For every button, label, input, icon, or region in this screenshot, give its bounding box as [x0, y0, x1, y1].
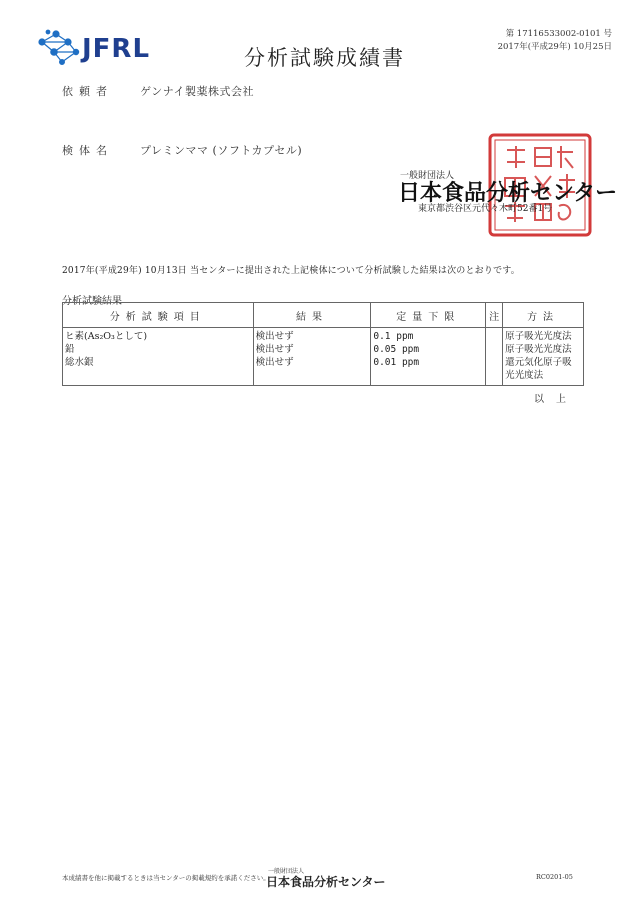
document-date: 2017年(平成29年) 10月25日	[497, 42, 612, 52]
row-item: 総水銀	[63, 356, 254, 386]
row-item: ヒ素(As₂O₃として)	[63, 328, 254, 344]
document-number: 第 17116533002-0101 号	[505, 29, 612, 39]
row-method: 原子吸光光度法	[503, 343, 584, 356]
row-method: 還元気化原子吸光光度法	[503, 356, 584, 386]
table-row	[63, 328, 584, 344]
row-note	[486, 328, 503, 344]
row-method: 原子吸光光度法	[503, 328, 584, 344]
sample-value: プレミンママ (ソフトカプセル)	[140, 144, 303, 157]
results-header-row	[63, 303, 584, 328]
row-note	[486, 343, 503, 356]
issuer-org-name: 日本食品分析センター	[398, 181, 618, 206]
row-result: 検出せず	[253, 343, 371, 356]
row-result: 検出せず	[253, 328, 371, 344]
header-result: 結果	[253, 303, 371, 328]
footer-code: RC0201-05	[536, 873, 573, 881]
header-method: 方法	[503, 303, 584, 328]
client-label: 依頼者	[62, 85, 113, 98]
row-limit: 0.05 ppm	[371, 343, 486, 356]
table-row	[63, 343, 584, 356]
table-row	[63, 356, 584, 386]
footer-org-type: 一般財団法人	[268, 868, 305, 875]
document-meta	[498, 28, 612, 54]
row-limit: 0.01 ppm	[371, 356, 486, 386]
end-mark: 以上	[534, 394, 578, 405]
footer-note: 本成績書を他に掲載するときは当センターの掲載規約を承諾ください。	[62, 874, 270, 882]
document-title: 分析試験成績書	[244, 46, 405, 70]
header-note: 注	[486, 303, 503, 328]
issuer-address: 東京都渋谷区元代々木町52番1号	[418, 204, 553, 214]
logo-text: JFRL	[82, 34, 151, 64]
row-item: 鉛	[63, 343, 254, 356]
row-note	[486, 356, 503, 386]
client-value: ゲンナイ製薬株式会社	[140, 85, 255, 98]
results-table	[62, 302, 584, 386]
row-result: 検出せず	[253, 356, 371, 386]
header-limit: 定量下限	[371, 303, 486, 328]
header-item: 分析試験項目	[63, 303, 254, 328]
footer-org-name: 日本食品分析センター	[266, 875, 386, 889]
results-section-title: 分析試験結果	[62, 296, 122, 307]
statement-text: 2017年(平成29年) 10月13日 当センターに提出された上記検体について分析試験した結果は次のとおりです。	[62, 266, 520, 276]
sample-label: 検体名	[62, 144, 113, 157]
row-limit: 0.1 ppm	[371, 328, 486, 344]
issuer-org-type: 一般財団法人	[400, 171, 455, 181]
